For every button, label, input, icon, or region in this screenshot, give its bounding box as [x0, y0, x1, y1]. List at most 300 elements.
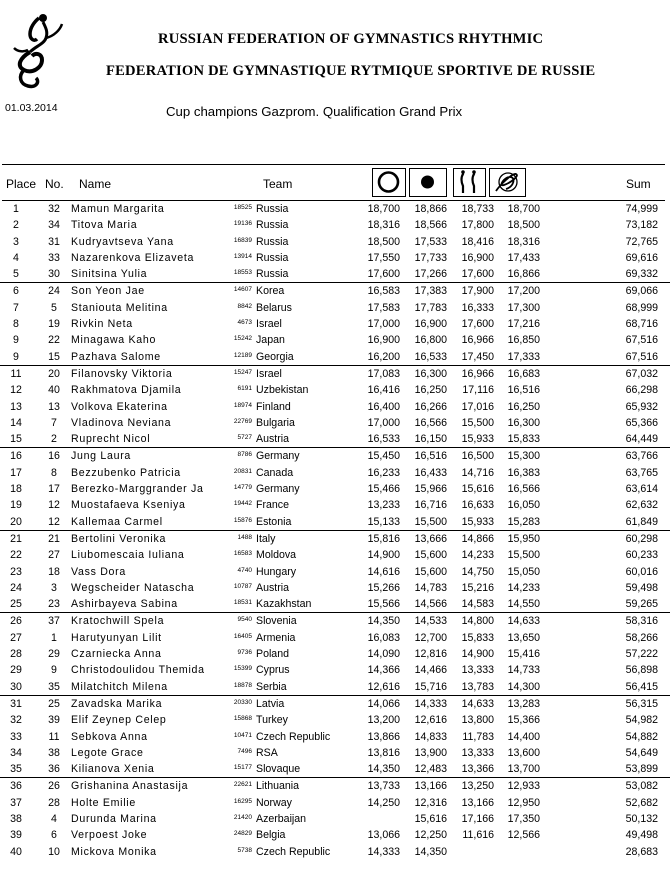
license-number-cell: 13914 [233, 252, 252, 260]
ribbon-score-cell: 12,566 [507, 829, 540, 842]
license-number-cell: 16295 [233, 797, 252, 805]
clubs-score-cell: 13,333 [461, 664, 494, 677]
license-number-cell: 12189 [233, 351, 252, 359]
hoop-icon [372, 168, 406, 197]
gymnast-name-cell: Berezko-Marggrander Ja [71, 483, 204, 496]
ribbon-score-cell: 16,850 [507, 334, 540, 347]
start-number-cell: 3 [51, 581, 57, 594]
total-score-cell: 54,649 [625, 746, 658, 759]
place-cell: 7 [13, 301, 19, 314]
ball-score-cell: 12,250 [414, 829, 447, 842]
team-cell: Azerbaijan [256, 812, 307, 825]
ribbon-score-cell: 17,300 [507, 301, 540, 314]
license-number-cell: 14779 [233, 484, 252, 492]
team-cell: RSA [256, 746, 278, 759]
license-number-cell: 15868 [233, 715, 252, 723]
gymnast-name-cell: Mickova Monika [71, 845, 157, 858]
hoop-score-cell: 17,083 [367, 367, 400, 380]
place-cell: 16 [10, 450, 22, 463]
gymnast-name-cell: Christodoulidou Themida [71, 664, 205, 677]
clubs-score-cell: 14,900 [461, 648, 494, 661]
ball-score-cell: 14,466 [414, 664, 447, 677]
ribbon-score-cell: 17,200 [507, 285, 540, 298]
gymnast-name-cell: Holte Emilie [71, 796, 136, 809]
license-number-cell: 18525 [233, 204, 252, 211]
table-top-rule [2, 164, 665, 165]
team-cell: Austria [256, 581, 289, 594]
start-number-cell: 26 [48, 780, 60, 793]
team-cell: Estonia [256, 515, 292, 528]
clubs-icon [453, 168, 486, 197]
total-score-cell: 59,498 [625, 581, 658, 594]
table-row [0, 729, 670, 745]
place-cell: 25 [10, 598, 22, 611]
place-cell: 19 [10, 499, 22, 512]
hoop-score-cell: 13,066 [367, 829, 400, 842]
team-cell: Russia [256, 268, 289, 281]
hoop-score-cell: 18,316 [367, 219, 400, 232]
gymnast-name-cell: Vladinova Neviana [71, 416, 172, 429]
ribbon-score-cell: 16,516 [507, 384, 540, 397]
gymnast-name-cell: Ruprecht Nicol [71, 433, 151, 446]
start-number-cell: 16 [48, 450, 60, 463]
ribbon-score-cell: 18,500 [507, 219, 540, 232]
hoop-score-cell: 14,616 [367, 565, 400, 578]
gymnast-name-cell: Kratochwill Spela [71, 615, 165, 628]
ribbon-score-cell: 16,383 [507, 466, 540, 479]
place-cell: 9 [13, 350, 19, 363]
table-row [0, 596, 670, 613]
clubs-score-cell: 13,783 [461, 680, 494, 693]
place-cell: 9 [13, 334, 19, 347]
team-cell: Norway [256, 796, 292, 809]
license-number-cell: 20831 [233, 467, 252, 475]
ball-score-cell: 12,316 [414, 796, 447, 809]
license-number-cell: 5738 [237, 846, 252, 854]
clubs-score-cell: 15,933 [461, 433, 494, 446]
total-score-cell: 68,999 [625, 301, 658, 314]
hoop-score-cell: 16,900 [367, 334, 400, 347]
results-table [0, 201, 670, 860]
hoop-score-cell: 14,066 [367, 697, 400, 710]
column-header-no: No. [45, 177, 64, 191]
hoop-score-cell: 17,583 [367, 301, 400, 314]
total-score-cell: 69,332 [625, 268, 658, 281]
clubs-score-cell: 17,016 [461, 400, 494, 413]
total-score-cell: 67,516 [625, 350, 658, 363]
team-cell: Turkey [256, 714, 288, 727]
ball-score-cell: 16,800 [414, 334, 447, 347]
start-number-cell: 21 [48, 532, 60, 545]
place-cell: 3 [13, 235, 19, 248]
team-cell: Poland [256, 648, 289, 661]
ball-score-cell: 14,833 [414, 730, 447, 743]
place-cell: 36 [10, 780, 22, 793]
ball-score-cell: 16,516 [414, 450, 447, 463]
start-number-cell: 7 [51, 416, 57, 429]
total-score-cell: 60,298 [625, 532, 658, 545]
start-number-cell: 38 [48, 746, 60, 759]
place-cell: 40 [10, 845, 22, 858]
table-row [0, 250, 670, 266]
clubs-score-cell: 15,616 [461, 483, 494, 496]
table-row [0, 217, 670, 233]
gymnast-name-cell: Mamun Margarita [71, 203, 165, 215]
license-number-cell: 10471 [233, 731, 252, 739]
table-row [0, 201, 670, 217]
team-cell: Serbia [256, 680, 287, 693]
table-row [0, 514, 670, 531]
place-cell: 18 [10, 483, 22, 496]
team-cell: Hungary [256, 565, 297, 578]
gymnast-name-cell: Filanovsky Viktoria [71, 367, 173, 380]
gymnast-name-cell: Legote Grace [71, 746, 144, 759]
ball-score-cell: 16,716 [414, 499, 447, 512]
license-number-cell: 18878 [233, 681, 252, 689]
table-row [0, 795, 670, 811]
table-row [0, 745, 670, 761]
team-cell: Germany [256, 450, 300, 463]
clubs-score-cell: 14,583 [461, 598, 494, 611]
gymnast-name-cell: Vass Dora [71, 565, 126, 578]
ribbon-score-cell: 17,333 [507, 350, 540, 363]
total-score-cell: 56,415 [625, 680, 658, 693]
start-number-cell: 10 [48, 845, 60, 858]
ribbon-score-cell: 14,233 [507, 581, 540, 594]
hoop-score-cell: 17,000 [367, 318, 400, 331]
ribbon-score-cell: 14,550 [507, 598, 540, 611]
gymnast-name-cell: Sebkova Anna [71, 730, 148, 743]
license-number-cell: 4740 [237, 566, 252, 574]
hoop-score-cell: 14,900 [367, 549, 400, 562]
place-cell: 27 [10, 631, 22, 644]
table-row [0, 465, 670, 481]
event-date: 01.03.2014 [5, 102, 58, 114]
total-score-cell: 62,632 [625, 499, 658, 512]
team-cell: Slovenia [256, 615, 297, 628]
ribbon-score-cell: 16,050 [507, 499, 540, 512]
start-number-cell: 32 [48, 203, 60, 215]
ball-score-cell: 18,566 [414, 219, 447, 232]
table-row [0, 679, 670, 696]
team-cell: Bulgaria [256, 416, 295, 429]
total-score-cell: 52,682 [625, 796, 658, 809]
place-cell: 6 [13, 285, 19, 298]
ribbon-score-cell: 18,700 [507, 203, 540, 215]
table-row [0, 811, 670, 827]
team-cell: Italy [256, 532, 276, 545]
table-row [0, 497, 670, 513]
start-number-cell: 24 [48, 285, 60, 298]
ball-score-cell: 12,700 [414, 631, 447, 644]
total-score-cell: 59,265 [625, 598, 658, 611]
start-number-cell: 34 [48, 219, 60, 232]
ball-icon [409, 168, 447, 197]
gymnast-name-cell: Bertolini Veronika [71, 532, 167, 545]
hoop-score-cell: 14,350 [367, 763, 400, 776]
license-number-cell: 18553 [233, 269, 252, 277]
start-number-cell: 29 [48, 648, 60, 661]
clubs-score-cell: 14,233 [461, 549, 494, 562]
place-cell: 1 [13, 203, 19, 215]
gymnast-name-cell: Harutyunyan Lilit [71, 631, 162, 644]
start-number-cell: 12 [48, 499, 60, 512]
ribbon-score-cell: 13,283 [507, 697, 540, 710]
hoop-score-cell: 15,133 [367, 515, 400, 528]
clubs-score-cell: 17,166 [461, 812, 494, 825]
total-score-cell: 49,498 [625, 829, 658, 842]
ribbon-score-cell: 14,733 [507, 664, 540, 677]
table-row [0, 481, 670, 497]
ball-score-cell: 15,616 [414, 812, 447, 825]
gymnast-name-cell: Volkova Ekaterina [71, 400, 168, 413]
clubs-score-cell: 14,633 [461, 697, 494, 710]
hoop-score-cell: 16,533 [367, 433, 400, 446]
total-score-cell: 68,716 [625, 318, 658, 331]
ribbon-score-cell: 15,366 [507, 714, 540, 727]
hoop-score-cell: 16,200 [367, 350, 400, 363]
table-row [0, 382, 670, 398]
total-score-cell: 56,315 [625, 697, 658, 710]
clubs-score-cell: 17,900 [461, 285, 494, 298]
start-number-cell: 8 [51, 466, 57, 479]
hoop-score-cell: 17,000 [367, 416, 400, 429]
clubs-score-cell: 14,716 [461, 466, 494, 479]
hoop-score-cell: 14,250 [367, 796, 400, 809]
table-row [0, 300, 670, 316]
ribbon-score-cell: 12,933 [507, 780, 540, 793]
start-number-cell: 15 [48, 350, 60, 363]
team-cell: Korea [256, 285, 285, 298]
start-number-cell: 25 [48, 697, 60, 710]
start-number-cell: 22 [48, 334, 60, 347]
table-row [0, 778, 670, 794]
gymnast-name-cell: Kallemaa Carmel [71, 515, 163, 528]
gymnast-name-cell: Czarniecka Anna [71, 648, 162, 661]
hoop-score-cell: 14,333 [367, 845, 400, 858]
table-row [0, 696, 670, 712]
team-cell: Slovaque [256, 763, 301, 776]
hoop-score-cell: 16,083 [367, 631, 400, 644]
clubs-score-cell: 17,800 [461, 219, 494, 232]
column-header-name: Name [79, 177, 112, 191]
table-row [0, 646, 670, 662]
hoop-score-cell: 13,866 [367, 730, 400, 743]
team-cell: France [256, 499, 289, 512]
ball-score-cell: 15,716 [414, 680, 447, 693]
table-row [0, 366, 670, 382]
total-score-cell: 69,616 [625, 251, 658, 264]
total-score-cell: 53,082 [625, 780, 658, 793]
ribbon-score-cell: 16,566 [507, 483, 540, 496]
team-cell: Cyprus [256, 664, 290, 677]
clubs-score-cell: 17,116 [462, 384, 494, 397]
total-score-cell: 28,683 [625, 845, 658, 858]
start-number-cell: 35 [48, 680, 60, 693]
license-number-cell: 18531 [233, 599, 252, 607]
team-cell: Israel [256, 367, 282, 380]
start-number-cell: 2 [51, 433, 57, 446]
table-row [0, 662, 670, 678]
license-number-cell: 8842 [237, 302, 252, 310]
ribbon-score-cell: 14,400 [507, 730, 540, 743]
start-number-cell: 5 [51, 301, 57, 314]
license-number-cell: 18974 [233, 401, 252, 409]
place-cell: 17 [10, 466, 22, 479]
hoop-score-cell: 15,266 [367, 581, 400, 594]
gymnast-name-cell: Staniouta Melitina [71, 301, 168, 314]
table-row [0, 266, 670, 283]
total-score-cell: 53,899 [625, 763, 658, 776]
start-number-cell: 31 [48, 235, 60, 248]
column-header-team: Team [263, 177, 293, 191]
place-cell: 39 [10, 829, 22, 842]
place-cell: 13 [10, 400, 22, 413]
total-score-cell: 74,999 [625, 203, 658, 215]
place-cell: 12 [10, 384, 22, 397]
license-number-cell: 7496 [237, 747, 252, 755]
license-number-cell: 9540 [237, 616, 252, 624]
place-cell: 8 [13, 318, 19, 331]
license-number-cell: 19442 [233, 500, 252, 508]
table-row [0, 332, 670, 348]
place-cell: 20 [10, 515, 22, 528]
start-number-cell: 6 [51, 829, 57, 842]
start-number-cell: 37 [48, 615, 60, 628]
ball-score-cell: 16,150 [414, 433, 447, 446]
clubs-score-cell: 18,733 [461, 203, 494, 215]
ball-score-cell: 15,600 [414, 565, 447, 578]
license-number-cell: 15247 [233, 368, 252, 376]
ball-score-cell: 15,600 [414, 549, 447, 562]
license-number-cell: 21420 [233, 813, 252, 821]
column-header-sum: Sum [626, 177, 651, 191]
gymnast-name-cell: Zavadska Marika [71, 697, 163, 710]
clubs-score-cell: 13,800 [461, 714, 494, 727]
team-cell: Czech Republic [256, 845, 331, 858]
place-cell: 33 [10, 730, 22, 743]
ball-score-cell: 12,816 [414, 648, 447, 661]
gymnast-name-cell: Jung Laura [71, 450, 132, 463]
gymnast-name-cell: Rivkin Neta [71, 318, 133, 331]
license-number-cell: 16839 [233, 236, 252, 244]
clubs-score-cell: 17,600 [461, 268, 494, 281]
hoop-score-cell: 14,366 [367, 664, 400, 677]
start-number-cell: 17 [48, 483, 60, 496]
ball-score-cell: 16,433 [414, 466, 447, 479]
ball-score-cell: 16,533 [414, 350, 447, 363]
clubs-score-cell: 16,966 [461, 367, 494, 380]
gymnast-name-cell: Nazarenkova Elizaveta [71, 251, 195, 264]
license-number-cell: 14607 [233, 286, 252, 294]
hoop-score-cell: 18,700 [367, 203, 400, 215]
hoop-score-cell: 17,550 [367, 251, 400, 264]
hoop-score-cell: 15,466 [367, 483, 400, 496]
ball-score-cell: 16,300 [414, 367, 447, 380]
hoop-score-cell: 16,583 [367, 285, 400, 298]
federation-logo-icon [6, 8, 68, 96]
hoop-score-cell: 15,566 [367, 598, 400, 611]
place-cell: 28 [10, 648, 22, 661]
table-row [0, 613, 670, 629]
start-number-cell: 9 [51, 664, 57, 677]
ball-score-cell: 17,733 [414, 251, 447, 264]
clubs-score-cell: 15,933 [461, 515, 494, 528]
license-number-cell: 8786 [237, 451, 252, 459]
place-cell: 22 [10, 549, 22, 562]
place-cell: 29 [10, 664, 22, 677]
ball-score-cell: 18,866 [414, 203, 447, 215]
ribbon-score-cell: 15,050 [507, 565, 540, 578]
ribbon-score-cell: 16,866 [507, 268, 540, 281]
team-cell: Russia [256, 203, 289, 215]
ball-score-cell: 17,533 [414, 235, 447, 248]
gymnast-name-cell: Elif Zeynep Celep [71, 714, 167, 727]
ball-score-cell: 16,250 [414, 384, 447, 397]
total-score-cell: 56,898 [625, 664, 658, 677]
license-number-cell: 15242 [233, 335, 252, 343]
table-row [0, 448, 670, 464]
total-score-cell: 63,766 [625, 450, 658, 463]
total-score-cell: 61,849 [625, 515, 658, 528]
hoop-score-cell: 15,450 [367, 450, 400, 463]
ball-score-cell: 15,966 [414, 483, 447, 496]
clubs-score-cell: 13,366 [461, 763, 494, 776]
total-score-cell: 73,182 [625, 219, 658, 232]
total-score-cell: 65,932 [625, 400, 658, 413]
ribbon-score-cell: 14,633 [507, 615, 540, 628]
total-score-cell: 60,016 [625, 565, 658, 578]
gymnast-name-cell: Wegscheider Natascha [71, 581, 195, 594]
place-cell: 11 [10, 367, 22, 380]
ribbon-score-cell: 13,650 [507, 631, 540, 644]
clubs-score-cell: 16,966 [461, 334, 494, 347]
start-number-cell: 13 [48, 400, 60, 413]
team-cell: Russia [256, 251, 289, 264]
ribbon-score-cell: 15,416 [507, 648, 540, 661]
place-cell: 21 [10, 532, 22, 545]
clubs-score-cell: 16,900 [461, 251, 494, 264]
table-row [0, 844, 670, 860]
ball-score-cell: 14,333 [414, 697, 447, 710]
competition-title: Cup champions Gazprom. Qualification Grand Prix [166, 104, 463, 119]
clubs-score-cell: 17,600 [461, 318, 494, 331]
table-row [0, 580, 670, 596]
gymnast-name-cell: Bezzubenko Patricia [71, 466, 181, 479]
table-row [0, 431, 670, 448]
team-cell: Canada [256, 466, 294, 479]
hoop-score-cell: 15,816 [367, 532, 400, 545]
license-number-cell: 4673 [237, 319, 252, 327]
license-number-cell: 20330 [233, 698, 252, 706]
table-row [0, 564, 670, 580]
ball-score-cell: 15,500 [414, 515, 447, 528]
place-cell: 26 [10, 615, 22, 628]
ribbon-score-cell: 13,600 [507, 746, 540, 759]
place-cell: 14 [10, 416, 22, 429]
ribbon-score-cell: 16,683 [507, 367, 540, 380]
place-cell: 35 [10, 763, 22, 776]
license-number-cell: 6191 [237, 385, 252, 393]
table-row [0, 399, 670, 415]
clubs-score-cell: 16,500 [461, 450, 494, 463]
clubs-score-cell: 14,750 [461, 565, 494, 578]
gymnast-name-cell: Muostafaeva Kseniya [71, 499, 186, 512]
hoop-score-cell: 12,616 [367, 680, 400, 693]
start-number-cell: 19 [48, 318, 60, 331]
hoop-score-cell: 17,600 [367, 268, 400, 281]
gymnast-name-cell: Sinitsina Yulia [71, 268, 148, 281]
